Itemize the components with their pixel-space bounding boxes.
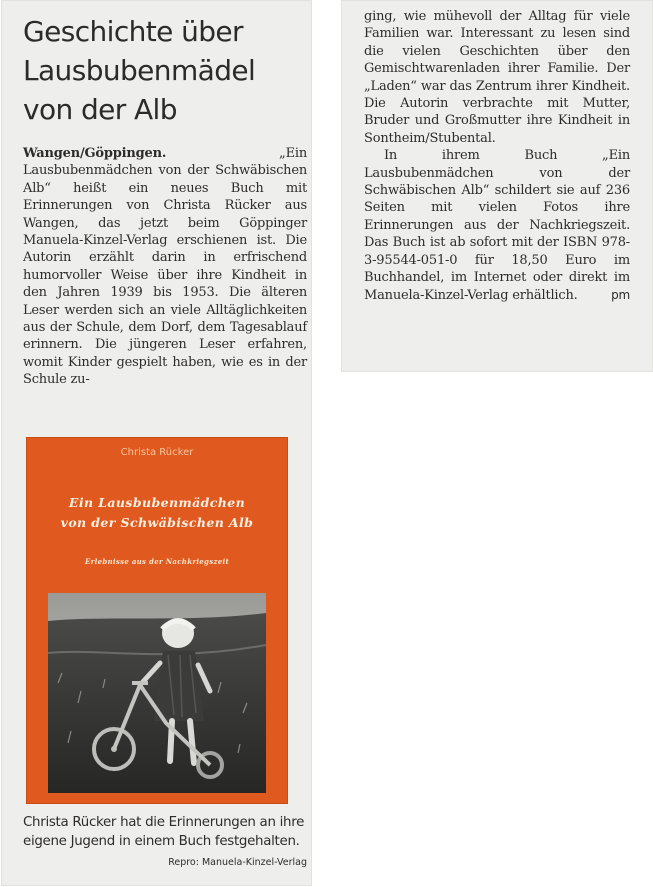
article-paragraph-1: ging, wie mühevoll der Alltag für viele Familien war. Interessant zu lesen sind die vielen Geschichten über den Gemischtwarenladen ihrer Familie. Der „Laden“ war das Zentrum ihrer Kindheit. Die Autorin verbrachte mit Mutter, Bruder und Großmutter ihre Kindheit in Sontheim/Stubental. [364, 9, 630, 146]
book-cover-title-line-2: von der Schwäbischen Alb [60, 515, 254, 530]
article-body-left-text: „Ein Lausbubenmädchen von der Schwäbischen Alb“ heißt ein neues Buch mit Erinnerungen von Christa Rücker aus Wangen, das jetzt beim Göppinger Manuela-Kinzel-Verlag erschienen ist. Die Autorin erzählt darin in erfrischend humorvoller Weise über ihre Kindheit in den Jahren 1939 bis 1953. Die älteren Leser werden sich an viele Alltäglichkeiten aus der Schule, dem Dorf, dem Tagesablauf erinnern. Die jüngeren Leser erfahren, womit Kinder gespielt haben, wie es in der Schule zu- [23, 146, 307, 388]
article-body-left [23, 145, 307, 389]
photo-caption [23, 813, 307, 870]
article-paragraph-2: In ihrem Buch „Ein Lausbubenmädchen von der Schwäbischen Alb“ schildert sie auf 236 Seiten mit vielen Fotos ihre Erinnerungen aus der Nachkriegszeit. Das Buch ist ab sofort mit der ISBN 978-3-95544-051-0 für 18,50 Euro im Buchhandel, im Internet oder direkt im Manuela-Kinzel-Verlag erhältlich. [364, 148, 630, 303]
author-initials: pm [611, 287, 630, 302]
article-body-right [364, 8, 630, 304]
article-headline: Geschichte über Lausbubenmädel von der Alb [23, 15, 256, 126]
book-cover-image [26, 437, 288, 804]
photo-credit: Repro: Manuela-Kinzel-Verlag [168, 857, 307, 868]
book-cover-subtitle: Erlebnisse aus der Nachkriegszeit [84, 557, 230, 566]
child-on-tricycle-photo [48, 593, 266, 793]
book-cover-title [36, 493, 278, 533]
book-cover-author: Christa Rücker [120, 447, 194, 458]
article-dateline: Wangen/Göppingen. [23, 146, 167, 161]
book-cover-title-line-1: Ein Lausbubenmädchen [68, 495, 246, 510]
photo-caption-text: Christa Rücker hat die Erinnerungen an ihre eigene Jugend in einem Buch festgehalten. [23, 815, 305, 849]
book-cover-photo [48, 593, 266, 793]
